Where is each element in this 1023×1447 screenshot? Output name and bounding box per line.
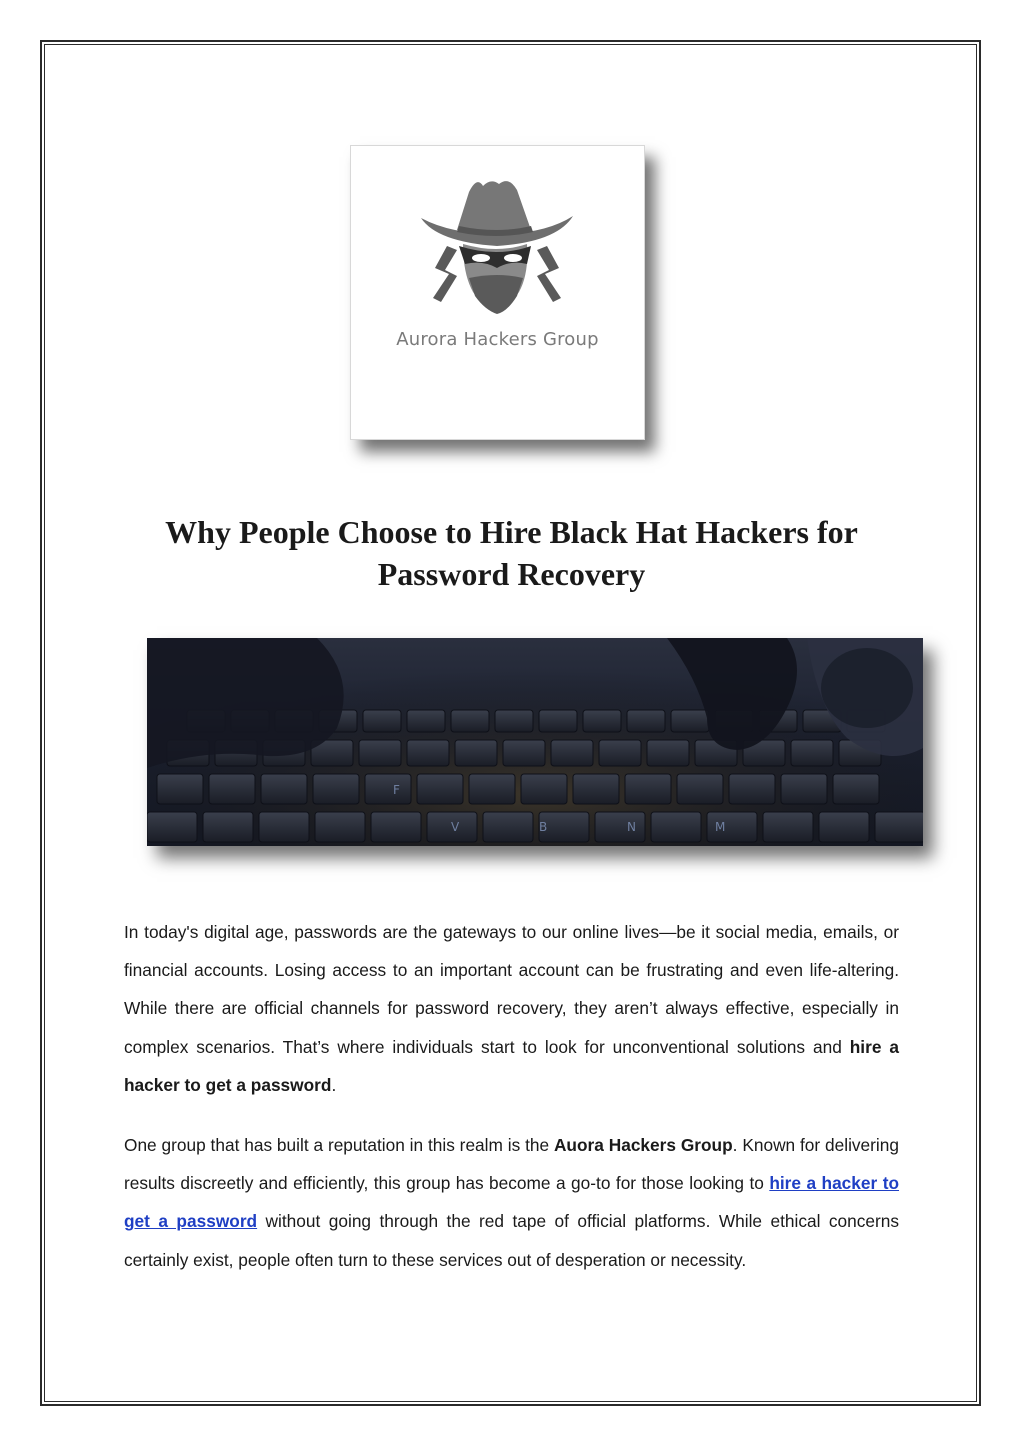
title-line-2: Password Recovery <box>377 556 646 592</box>
paragraph-intro <box>124 913 899 1104</box>
key-label-v: V <box>451 820 460 834</box>
hacker-hat-mask-icon <box>351 146 644 439</box>
paragraph-group-start: One group that has built a reputation in this realm is the <box>124 1135 554 1155</box>
paragraph-group-end: without going through the red tape of official platforms. While ethical concerns certainly exist, people often turn to these services out of desperation or necessity. <box>124 1211 899 1270</box>
key-label-n: N <box>627 820 636 834</box>
key-label-m: M <box>715 820 726 834</box>
paragraph-intro-text: In today's digital age, passwords are the gateways to our online lives—be it social media, emails, or financial accounts. Losing access to an important account can be frustrating and even life-altering. While there are official channels for password recovery, they aren’t always effective, especially in complex scenarios. That’s where individuals start to look for unconventional solutions and <box>124 922 899 1057</box>
logo-brand-name: Aurora Hackers Group <box>396 329 599 350</box>
bold-phrase: hire a hacker to get a password <box>124 1036 899 1095</box>
group-name: Auora Hackers Group <box>553 1135 733 1155</box>
page-title <box>100 511 923 595</box>
hire-hacker-link[interactable]: hire a hacker to get a password <box>124 1173 900 1232</box>
key-label-f: F <box>393 783 400 797</box>
paragraph-group <box>124 1126 899 1279</box>
title-line-1: Why People Choose to Hire Black Hat Hackers for <box>165 514 858 550</box>
paragraph-group-middle: . Known for delivering results discreetly and efficiently, this group has become a go-to for those looking to <box>124 1135 899 1194</box>
hero-image <box>147 638 923 846</box>
key-label-b: B <box>539 820 548 834</box>
paragraph-intro-end: . <box>331 1074 337 1095</box>
hacker-at-keyboard-image <box>147 638 923 846</box>
logo-card <box>350 145 645 440</box>
